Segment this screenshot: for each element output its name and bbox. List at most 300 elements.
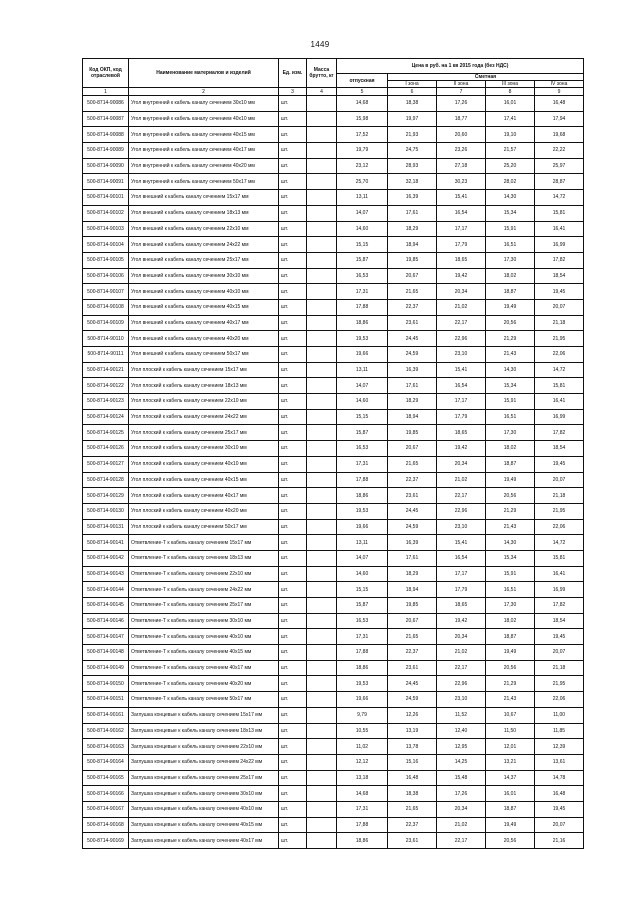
mass bbox=[307, 598, 337, 614]
unit: шт. bbox=[279, 456, 307, 472]
unit: шт. bbox=[279, 488, 307, 504]
price-zone-2: 16,54 bbox=[437, 378, 486, 394]
price-zone-3: 18,02 bbox=[486, 268, 535, 284]
price-otpusknaya: 14,60 bbox=[337, 221, 388, 237]
price-zone-1: 13,19 bbox=[388, 723, 437, 739]
price-zone-3: 16,51 bbox=[486, 582, 535, 598]
price-zone-3: 14,30 bbox=[486, 362, 535, 378]
price-zone-1: 18,94 bbox=[388, 582, 437, 598]
price-otpusknaya: 17,31 bbox=[337, 801, 388, 817]
product-code: 500-8714-90169 bbox=[83, 833, 129, 849]
price-zone-3: 15,91 bbox=[486, 221, 535, 237]
price-zone-1: 20,67 bbox=[388, 441, 437, 457]
price-zone-4: 21,18 bbox=[535, 315, 584, 331]
unit: шт. bbox=[279, 284, 307, 300]
mass bbox=[307, 394, 337, 410]
product-name: Заглушка концевые к кабель каналу сечением 25x17 мм bbox=[129, 770, 279, 786]
price-zone-3: 18,87 bbox=[486, 629, 535, 645]
price-zone-3: 20,56 bbox=[486, 315, 535, 331]
mass bbox=[307, 111, 337, 127]
price-otpusknaya: 19,66 bbox=[337, 347, 388, 363]
unit: шт. bbox=[279, 158, 307, 174]
price-zone-1: 24,45 bbox=[388, 676, 437, 692]
product-code: 500-8714-90131 bbox=[83, 519, 129, 535]
product-code: 500-8714-90163 bbox=[83, 739, 129, 755]
price-zone-1: 22,37 bbox=[388, 645, 437, 661]
price-zone-4: 20,07 bbox=[535, 645, 584, 661]
unit: шт. bbox=[279, 378, 307, 394]
price-zone-1: 23,61 bbox=[388, 833, 437, 849]
price-zone-2: 17,79 bbox=[437, 582, 486, 598]
product-code: 500-8714-90145 bbox=[83, 598, 129, 614]
unit: шт. bbox=[279, 362, 307, 378]
product-name: Угол плоский к кабель каналу сечением 18x13 мм bbox=[129, 378, 279, 394]
product-name: Угол плоский к кабель каналу сечением 50x17 мм bbox=[129, 519, 279, 535]
table-row bbox=[83, 629, 584, 645]
price-otpusknaya: 17,88 bbox=[337, 299, 388, 315]
unit: шт. bbox=[279, 347, 307, 363]
price-otpusknaya: 19,53 bbox=[337, 503, 388, 519]
column-number: 4 bbox=[307, 88, 337, 96]
price-zone-4: 16,48 bbox=[535, 786, 584, 802]
column-number: 9 bbox=[535, 88, 584, 96]
price-zone-3: 14,30 bbox=[486, 535, 535, 551]
product-code: 500-8714-90149 bbox=[83, 660, 129, 676]
unit: шт. bbox=[279, 221, 307, 237]
table-row bbox=[83, 754, 584, 770]
product-name: Угол внешний к кабель каналу сечением 18x13 мм bbox=[129, 205, 279, 221]
price-zone-2: 23,10 bbox=[437, 519, 486, 535]
price-zone-1: 13,78 bbox=[388, 739, 437, 755]
price-zone-3: 15,34 bbox=[486, 550, 535, 566]
product-code: 500-8714-90129 bbox=[83, 488, 129, 504]
table-row bbox=[83, 613, 584, 629]
price-zone-3: 17,41 bbox=[486, 111, 535, 127]
price-zone-4: 18,54 bbox=[535, 268, 584, 284]
price-zone-2: 20,34 bbox=[437, 801, 486, 817]
product-code: 500-8714-90125 bbox=[83, 425, 129, 441]
price-zone-2: 22,96 bbox=[437, 676, 486, 692]
mass bbox=[307, 96, 337, 112]
price-zone-3: 11,50 bbox=[486, 723, 535, 739]
price-zone-1: 22,37 bbox=[388, 299, 437, 315]
price-zone-4: 16,99 bbox=[535, 582, 584, 598]
price-zone-1: 18,29 bbox=[388, 221, 437, 237]
mass bbox=[307, 739, 337, 755]
mass bbox=[307, 692, 337, 708]
product-name: Угол плоский к кабель каналу сечением 40x17 мм bbox=[129, 488, 279, 504]
price-otpusknaya: 14,60 bbox=[337, 566, 388, 582]
mass bbox=[307, 299, 337, 315]
mass bbox=[307, 786, 337, 802]
price-zone-2: 18,65 bbox=[437, 425, 486, 441]
price-zone-4: 16,41 bbox=[535, 566, 584, 582]
product-code: 500-8714-90108 bbox=[83, 299, 129, 315]
table-row bbox=[83, 770, 584, 786]
unit: шт. bbox=[279, 598, 307, 614]
price-zone-2: 22,17 bbox=[437, 660, 486, 676]
price-otpusknaya: 15,87 bbox=[337, 252, 388, 268]
price-zone-1: 12,26 bbox=[388, 707, 437, 723]
price-otpusknaya: 17,31 bbox=[337, 456, 388, 472]
price-otpusknaya: 15,98 bbox=[337, 111, 388, 127]
product-code: 500-8714-90144 bbox=[83, 582, 129, 598]
price-zone-4: 14,72 bbox=[535, 190, 584, 206]
price-zone-2: 19,42 bbox=[437, 441, 486, 457]
table-row bbox=[83, 550, 584, 566]
price-zone-2: 18,65 bbox=[437, 252, 486, 268]
mass bbox=[307, 362, 337, 378]
price-zone-4: 14,78 bbox=[535, 770, 584, 786]
price-otpusknaya: 17,88 bbox=[337, 472, 388, 488]
price-zone-4: 20,07 bbox=[535, 472, 584, 488]
product-name: Угол внутренний к кабель каналу сечением 50x17 мм bbox=[129, 174, 279, 190]
price-zone-3: 18,87 bbox=[486, 284, 535, 300]
product-code: 500-8714-90141 bbox=[83, 535, 129, 551]
price-zone-4: 18,54 bbox=[535, 441, 584, 457]
product-name: Ответвление-Т к кабель каналу сечением 22x10 мм bbox=[129, 566, 279, 582]
price-zone-4: 16,41 bbox=[535, 221, 584, 237]
price-zone-2: 16,54 bbox=[437, 205, 486, 221]
table-row bbox=[83, 488, 584, 504]
product-name: Заглушка концевые к кабель каналу сечением 22x10 мм bbox=[129, 739, 279, 755]
price-zone-2: 20,60 bbox=[437, 127, 486, 143]
mass bbox=[307, 582, 337, 598]
unit: шт. bbox=[279, 205, 307, 221]
price-zone-1: 24,75 bbox=[388, 143, 437, 159]
mass bbox=[307, 221, 337, 237]
price-zone-4: 19,45 bbox=[535, 284, 584, 300]
unit: шт. bbox=[279, 174, 307, 190]
product-name: Ответвление-Т к кабель каналу сечением 40x20 мм bbox=[129, 676, 279, 692]
price-otpusknaya: 13,18 bbox=[337, 770, 388, 786]
price-otpusknaya: 12,12 bbox=[337, 754, 388, 770]
table-row bbox=[83, 566, 584, 582]
mass bbox=[307, 409, 337, 425]
price-zone-3: 19,10 bbox=[486, 127, 535, 143]
mass bbox=[307, 566, 337, 582]
table-row bbox=[83, 660, 584, 676]
price-otpusknaya: 15,15 bbox=[337, 237, 388, 253]
product-code: 500-8714-90126 bbox=[83, 441, 129, 457]
table-row bbox=[83, 252, 584, 268]
price-zone-2: 16,54 bbox=[437, 550, 486, 566]
price-zone-1: 21,65 bbox=[388, 284, 437, 300]
product-code: 500-8714-90166 bbox=[83, 786, 129, 802]
unit: шт. bbox=[279, 503, 307, 519]
price-zone-2: 17,79 bbox=[437, 409, 486, 425]
price-otpusknaya: 25,70 bbox=[337, 174, 388, 190]
price-zone-2: 20,34 bbox=[437, 456, 486, 472]
price-zone-1: 19,85 bbox=[388, 425, 437, 441]
price-otpusknaya: 14,68 bbox=[337, 786, 388, 802]
price-table bbox=[82, 58, 584, 849]
mass bbox=[307, 833, 337, 849]
unit: шт. bbox=[279, 96, 307, 112]
unit: шт. bbox=[279, 629, 307, 645]
product-code: 500-8714-90110 bbox=[83, 331, 129, 347]
product-name: Ответвление-Т к кабель каналу сечением 50x17 мм bbox=[129, 692, 279, 708]
mass bbox=[307, 252, 337, 268]
unit: шт. bbox=[279, 331, 307, 347]
price-otpusknaya: 19,79 bbox=[337, 143, 388, 159]
table-row bbox=[83, 347, 584, 363]
product-name: Угол плоский к кабель каналу сечением 22x10 мм bbox=[129, 394, 279, 410]
header-mass: Масса брутто, кг bbox=[307, 59, 337, 88]
unit: шт. bbox=[279, 519, 307, 535]
product-name: Ответвление-Т к кабель каналу сечением 24x22 мм bbox=[129, 582, 279, 598]
price-otpusknaya: 19,66 bbox=[337, 692, 388, 708]
price-zone-4: 15,81 bbox=[535, 205, 584, 221]
product-code: 500-8714-90165 bbox=[83, 770, 129, 786]
price-zone-2: 15,41 bbox=[437, 535, 486, 551]
product-name: Угол внешний к кабель каналу сечением 40x15 мм bbox=[129, 299, 279, 315]
mass bbox=[307, 707, 337, 723]
price-zone-1: 22,37 bbox=[388, 472, 437, 488]
price-zone-1: 18,29 bbox=[388, 566, 437, 582]
price-zone-3: 21,29 bbox=[486, 331, 535, 347]
product-code: 500-8714-90150 bbox=[83, 676, 129, 692]
table-header bbox=[83, 59, 584, 96]
unit: шт. bbox=[279, 739, 307, 755]
price-zone-3: 19,49 bbox=[486, 299, 535, 315]
product-code: 500-8714-90109 bbox=[83, 315, 129, 331]
product-name: Заглушка концевые к кабель каналу сечением 30x10 мм bbox=[129, 786, 279, 802]
mass bbox=[307, 237, 337, 253]
product-code: 500-8714-90105 bbox=[83, 252, 129, 268]
header-zone-2: II зона bbox=[437, 81, 486, 88]
product-name: Угол плоский к кабель каналу сечением 40x10 мм bbox=[129, 456, 279, 472]
price-zone-4: 19,45 bbox=[535, 801, 584, 817]
unit: шт. bbox=[279, 833, 307, 849]
price-zone-2: 18,65 bbox=[437, 598, 486, 614]
unit: шт. bbox=[279, 645, 307, 661]
product-name: Угол плоский к кабель каналу сечением 30x10 мм bbox=[129, 441, 279, 457]
price-zone-4: 15,81 bbox=[535, 550, 584, 566]
product-name: Угол плоский к кабель каналу сечением 40x15 мм bbox=[129, 472, 279, 488]
price-zone-1: 24,59 bbox=[388, 519, 437, 535]
table-row bbox=[83, 707, 584, 723]
table-row bbox=[83, 394, 584, 410]
table-row bbox=[83, 362, 584, 378]
price-otpusknaya: 9,79 bbox=[337, 707, 388, 723]
mass bbox=[307, 472, 337, 488]
mass bbox=[307, 801, 337, 817]
price-zone-4: 28,87 bbox=[535, 174, 584, 190]
price-zone-3: 21,43 bbox=[486, 692, 535, 708]
unit: шт. bbox=[279, 237, 307, 253]
mass bbox=[307, 723, 337, 739]
product-code: 500-8714-90089 bbox=[83, 143, 129, 159]
table-row bbox=[83, 519, 584, 535]
mass bbox=[307, 660, 337, 676]
mass bbox=[307, 456, 337, 472]
product-code: 500-8714-90106 bbox=[83, 268, 129, 284]
unit: шт. bbox=[279, 315, 307, 331]
price-zone-3: 20,56 bbox=[486, 488, 535, 504]
price-otpusknaya: 16,53 bbox=[337, 613, 388, 629]
price-zone-2: 30,23 bbox=[437, 174, 486, 190]
price-zone-3: 15,34 bbox=[486, 205, 535, 221]
price-zone-2: 15,41 bbox=[437, 362, 486, 378]
price-zone-3: 16,51 bbox=[486, 237, 535, 253]
header-code: Код ОКП, код отраслевой bbox=[83, 59, 129, 88]
unit: шт. bbox=[279, 441, 307, 457]
price-zone-1: 21,93 bbox=[388, 127, 437, 143]
price-zone-3: 19,49 bbox=[486, 472, 535, 488]
unit: шт. bbox=[279, 268, 307, 284]
table-body bbox=[83, 96, 584, 849]
unit: шт. bbox=[279, 660, 307, 676]
table-row bbox=[83, 598, 584, 614]
price-zone-3: 19,49 bbox=[486, 645, 535, 661]
table-row bbox=[83, 786, 584, 802]
product-name: Угол внешний к кабель каналу сечением 40x10 мм bbox=[129, 284, 279, 300]
price-zone-1: 15,16 bbox=[388, 754, 437, 770]
unit: шт. bbox=[279, 252, 307, 268]
price-zone-1: 19,85 bbox=[388, 252, 437, 268]
price-otpusknaya: 15,87 bbox=[337, 425, 388, 441]
mass bbox=[307, 645, 337, 661]
price-otpusknaya: 23,12 bbox=[337, 158, 388, 174]
product-name: Угол плоский к кабель каналу сечением 15x17 мм bbox=[129, 362, 279, 378]
price-zone-1: 24,45 bbox=[388, 331, 437, 347]
price-zone-4: 19,45 bbox=[535, 629, 584, 645]
price-otpusknaya: 19,66 bbox=[337, 519, 388, 535]
price-zone-3: 18,02 bbox=[486, 613, 535, 629]
price-zone-3: 15,34 bbox=[486, 378, 535, 394]
mass bbox=[307, 535, 337, 551]
mass bbox=[307, 378, 337, 394]
price-zone-4: 16,99 bbox=[535, 237, 584, 253]
product-code: 500-8714-90088 bbox=[83, 127, 129, 143]
price-zone-4: 11,00 bbox=[535, 707, 584, 723]
price-zone-2: 20,34 bbox=[437, 629, 486, 645]
table-row bbox=[83, 205, 584, 221]
product-code: 500-8714-90102 bbox=[83, 205, 129, 221]
price-otpusknaya: 14,68 bbox=[337, 96, 388, 112]
column-number: 7 bbox=[437, 88, 486, 96]
price-zone-2: 17,17 bbox=[437, 566, 486, 582]
product-code: 500-8714-90161 bbox=[83, 707, 129, 723]
product-code: 500-8714-90167 bbox=[83, 801, 129, 817]
price-zone-1: 17,61 bbox=[388, 550, 437, 566]
price-zone-2: 19,42 bbox=[437, 268, 486, 284]
product-code: 500-8714-90162 bbox=[83, 723, 129, 739]
price-zone-4: 14,72 bbox=[535, 535, 584, 551]
price-otpusknaya: 18,86 bbox=[337, 660, 388, 676]
product-name: Ответвление-Т к кабель каналу сечением 40x15 мм bbox=[129, 645, 279, 661]
price-zone-1: 19,85 bbox=[388, 598, 437, 614]
header-smetnaya: Сметная bbox=[388, 74, 584, 81]
price-otpusknaya: 15,15 bbox=[337, 409, 388, 425]
price-zone-4: 22,06 bbox=[535, 347, 584, 363]
product-name: Угол внешний к кабель каналу сечением 30x10 мм bbox=[129, 268, 279, 284]
price-zone-4: 13,61 bbox=[535, 754, 584, 770]
price-otpusknaya: 17,31 bbox=[337, 284, 388, 300]
price-zone-3: 18,87 bbox=[486, 456, 535, 472]
price-otpusknaya: 18,86 bbox=[337, 315, 388, 331]
price-zone-4: 14,72 bbox=[535, 362, 584, 378]
price-zone-3: 16,51 bbox=[486, 409, 535, 425]
price-zone-3: 14,37 bbox=[486, 770, 535, 786]
price-zone-2: 22,96 bbox=[437, 503, 486, 519]
header-unit: Ед. изм. bbox=[279, 59, 307, 88]
price-zone-2: 23,26 bbox=[437, 143, 486, 159]
price-zone-3: 18,87 bbox=[486, 801, 535, 817]
price-zone-1: 18,94 bbox=[388, 409, 437, 425]
table-row bbox=[83, 127, 584, 143]
product-code: 500-8714-90101 bbox=[83, 190, 129, 206]
price-zone-4: 20,07 bbox=[535, 817, 584, 833]
table-row bbox=[83, 425, 584, 441]
product-code: 500-8714-90168 bbox=[83, 817, 129, 833]
unit: шт. bbox=[279, 692, 307, 708]
product-name: Заглушка концевые к кабель каналу сечением 18x13 мм bbox=[129, 723, 279, 739]
price-otpusknaya: 17,88 bbox=[337, 817, 388, 833]
price-zone-3: 15,91 bbox=[486, 566, 535, 582]
product-name: Ответвление-Т к кабель каналу сечением 40x10 мм bbox=[129, 629, 279, 645]
price-zone-4: 22,06 bbox=[535, 692, 584, 708]
price-zone-2: 21,02 bbox=[437, 299, 486, 315]
price-zone-2: 20,34 bbox=[437, 284, 486, 300]
price-zone-4: 18,54 bbox=[535, 613, 584, 629]
mass bbox=[307, 315, 337, 331]
mass bbox=[307, 190, 337, 206]
unit: шт. bbox=[279, 111, 307, 127]
price-zone-2: 22,96 bbox=[437, 331, 486, 347]
price-zone-2: 21,02 bbox=[437, 472, 486, 488]
product-code: 500-8714-90087 bbox=[83, 111, 129, 127]
price-zone-4: 21,95 bbox=[535, 676, 584, 692]
product-code: 500-8714-90086 bbox=[83, 96, 129, 112]
mass bbox=[307, 441, 337, 457]
price-zone-1: 21,65 bbox=[388, 456, 437, 472]
product-code: 500-8714-90123 bbox=[83, 394, 129, 410]
price-otpusknaya: 10,55 bbox=[337, 723, 388, 739]
price-zone-3: 19,49 bbox=[486, 817, 535, 833]
price-zone-2: 15,48 bbox=[437, 770, 486, 786]
table-row bbox=[83, 692, 584, 708]
table-row bbox=[83, 833, 584, 849]
price-zone-1: 18,29 bbox=[388, 394, 437, 410]
price-zone-3: 13,21 bbox=[486, 754, 535, 770]
price-zone-2: 11,52 bbox=[437, 707, 486, 723]
price-zone-2: 12,95 bbox=[437, 739, 486, 755]
price-otpusknaya: 14,60 bbox=[337, 394, 388, 410]
mass bbox=[307, 331, 337, 347]
price-otpusknaya: 13,11 bbox=[337, 535, 388, 551]
price-zone-2: 15,41 bbox=[437, 190, 486, 206]
table-row bbox=[83, 237, 584, 253]
price-zone-4: 21,16 bbox=[535, 833, 584, 849]
price-otpusknaya: 15,15 bbox=[337, 582, 388, 598]
price-zone-1: 18,38 bbox=[388, 786, 437, 802]
product-name: Ответвление-Т к кабель каналу сечением 40x17 мм bbox=[129, 660, 279, 676]
price-zone-4: 17,82 bbox=[535, 252, 584, 268]
price-zone-3: 21,43 bbox=[486, 519, 535, 535]
mass bbox=[307, 425, 337, 441]
price-zone-3: 16,01 bbox=[486, 96, 535, 112]
price-zone-3: 10,67 bbox=[486, 707, 535, 723]
price-otpusknaya: 14,07 bbox=[337, 550, 388, 566]
table-row bbox=[83, 315, 584, 331]
product-code: 500-8714-90111 bbox=[83, 347, 129, 363]
price-otpusknaya: 14,07 bbox=[337, 205, 388, 221]
unit: шт. bbox=[279, 472, 307, 488]
table-row bbox=[83, 676, 584, 692]
header-name: Наименование материалов и изделий bbox=[129, 59, 279, 88]
